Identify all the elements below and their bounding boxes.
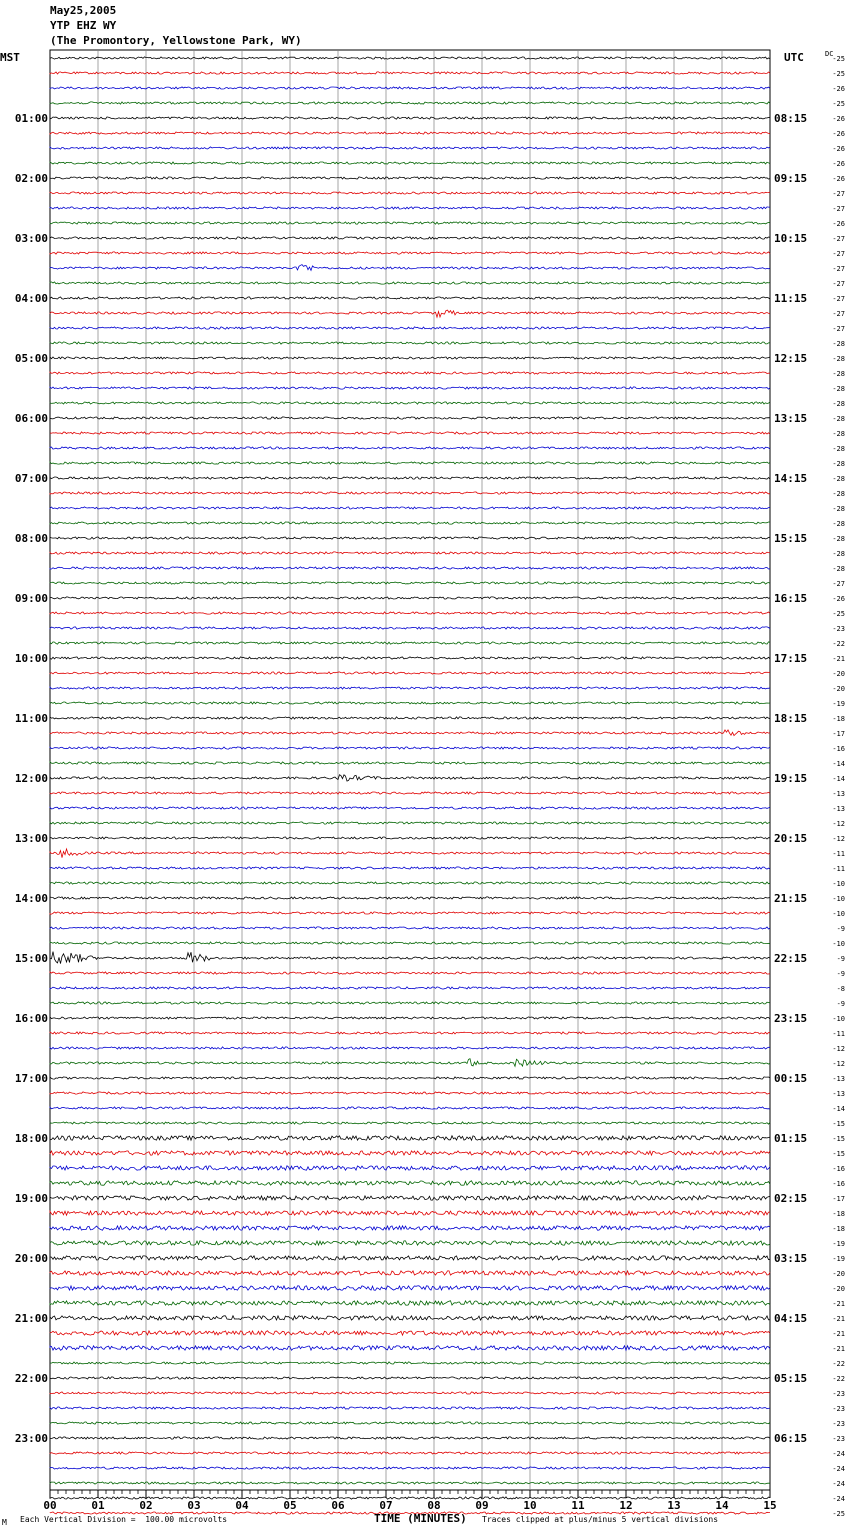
seismic-trace — [50, 775, 770, 781]
seismic-trace — [50, 57, 770, 59]
dc-offset-label: -17 — [832, 730, 845, 738]
seismic-trace — [50, 822, 770, 824]
left-axis-label: MST — [0, 51, 20, 64]
seismic-trace — [50, 1122, 770, 1124]
right-hour-label: 05:15 — [774, 1372, 808, 1385]
dc-offset-label: -15 — [832, 1135, 845, 1143]
right-hour-label: 04:15 — [774, 1312, 808, 1325]
seismic-trace — [50, 897, 770, 899]
dc-offset-label: -16 — [832, 1165, 845, 1173]
seismic-trace — [50, 72, 770, 74]
dc-offset-label: -27 — [832, 205, 845, 213]
seismic-trace — [50, 147, 770, 149]
dc-offset-label: -11 — [832, 865, 845, 873]
dc-offset-label: -27 — [832, 235, 845, 243]
dc-offset-label: -23 — [832, 1405, 845, 1413]
dc-offset-label: -19 — [832, 1255, 845, 1263]
dc-offset-label: -24 — [832, 1465, 845, 1473]
station-location: (The Promontory, Yellowstone Park, WY) — [50, 34, 302, 47]
station-code: YTP EHZ WY — [50, 19, 117, 32]
seismic-trace — [50, 807, 770, 809]
seismic-trace — [50, 730, 770, 736]
seismic-trace — [50, 1467, 770, 1469]
dc-offset-label: -28 — [832, 385, 845, 393]
seismic-trace — [50, 1181, 770, 1185]
seismic-trace — [50, 1107, 770, 1109]
dc-offset-label: -26 — [832, 115, 845, 123]
seismic-trace — [50, 747, 770, 749]
dc-offset-label: -28 — [832, 340, 845, 348]
dc-offset-label: -23 — [832, 1420, 845, 1428]
x-tick-label: 09 — [475, 1499, 489, 1512]
seismic-trace — [50, 567, 770, 569]
seismic-trace — [50, 582, 770, 584]
seismic-trace — [50, 387, 770, 389]
dc-offset-label: -18 — [832, 715, 845, 723]
seismic-trace — [50, 1077, 770, 1079]
right-hour-label: 02:15 — [774, 1192, 808, 1205]
seismic-trace — [50, 1392, 770, 1394]
dc-offset-label: -28 — [832, 460, 845, 468]
dc-offset-label: -28 — [832, 520, 845, 528]
left-hour-label: 19:00 — [14, 1192, 48, 1205]
dc-offset-label: -25 — [832, 55, 845, 63]
seismic-trace — [50, 117, 770, 119]
dc-offset-label: -27 — [832, 325, 845, 333]
seismic-trace — [50, 1002, 770, 1004]
seismic-trace — [50, 687, 770, 689]
seismic-trace — [50, 252, 770, 254]
right-hour-label: 16:15 — [774, 592, 808, 605]
dc-offset-label: -21 — [832, 1345, 845, 1353]
dc-offset-label: -10 — [832, 895, 845, 903]
seismic-trace — [50, 1241, 770, 1245]
seismic-trace — [50, 357, 770, 359]
seismic-trace — [50, 282, 770, 284]
dc-offset-label: -28 — [832, 445, 845, 453]
seismic-trace — [50, 1407, 770, 1409]
seismic-trace — [50, 310, 770, 317]
left-hour-label: 15:00 — [14, 952, 48, 965]
seismic-trace — [50, 987, 770, 989]
left-hour-label: 09:00 — [14, 592, 48, 605]
seismic-trace — [50, 462, 770, 464]
right-hour-label: 00:15 — [774, 1072, 808, 1085]
seismic-trace — [50, 1166, 770, 1170]
x-tick-label: 06 — [331, 1499, 345, 1512]
seismic-trace — [50, 1032, 770, 1034]
seismic-trace — [50, 1092, 770, 1094]
x-tick-label: 02 — [139, 1499, 153, 1512]
dc-offset-label: -28 — [832, 415, 845, 423]
dc-offset-label: -19 — [832, 700, 845, 708]
dc-offset-label: -28 — [832, 550, 845, 558]
x-tick-label: 15 — [763, 1499, 777, 1512]
seismic-trace — [50, 717, 770, 719]
seismic-trace — [50, 192, 770, 194]
seismic-trace — [50, 702, 770, 704]
clip-note: Traces clipped at plus/minus 5 vertical divisions — [482, 1515, 719, 1524]
x-tick-label: 13 — [667, 1499, 681, 1512]
right-hour-label: 10:15 — [774, 232, 808, 245]
dc-offset-label: -12 — [832, 1060, 845, 1068]
dc-offset-label: -13 — [832, 1090, 845, 1098]
dc-offset-label: -11 — [832, 1030, 845, 1038]
seismic-trace — [50, 1286, 770, 1290]
dc-offset-label: -23 — [832, 1435, 845, 1443]
seismic-trace — [50, 612, 770, 614]
dc-offset-label: -24 — [832, 1480, 845, 1488]
dc-offset-label: -22 — [832, 640, 845, 648]
right-hour-label: 03:15 — [774, 1252, 808, 1265]
left-hour-label: 14:00 — [14, 892, 48, 905]
seismic-trace — [50, 952, 770, 964]
dc-offset-label: -28 — [832, 475, 845, 483]
seismic-trace — [50, 1346, 770, 1350]
seismic-trace — [50, 177, 770, 179]
dc-offset-label: -11 — [832, 850, 845, 858]
left-hour-label: 10:00 — [14, 652, 48, 665]
right-hour-label: 21:15 — [774, 892, 808, 905]
dc-offset-label: -18 — [832, 1225, 845, 1233]
dc-offset-label: -28 — [832, 565, 845, 573]
dc-offset-label: -22 — [832, 1375, 845, 1383]
right-hour-label: 01:15 — [774, 1132, 808, 1145]
seismic-trace — [50, 297, 770, 299]
dc-offset-label: -24 — [832, 1450, 845, 1458]
seismic-trace — [50, 1316, 770, 1320]
dc-offset-label: -12 — [832, 820, 845, 828]
seismic-trace — [50, 507, 770, 509]
dc-offset-label: -9 — [836, 1000, 845, 1008]
left-hour-label: 06:00 — [14, 412, 48, 425]
seismic-trace — [50, 207, 770, 209]
seismic-trace — [50, 417, 770, 419]
dc-offset-label: -28 — [832, 355, 845, 363]
dc-offset-label: -20 — [832, 685, 845, 693]
dc-offset-label: -22 — [832, 1360, 845, 1368]
left-hour-label: 17:00 — [14, 1072, 48, 1085]
x-tick-label: 00 — [43, 1499, 57, 1512]
seismic-trace — [50, 1497, 770, 1499]
dc-offset-label: -18 — [832, 1210, 845, 1218]
dc-offset-label: -26 — [832, 130, 845, 138]
left-hour-label: 11:00 — [14, 712, 48, 725]
dc-offset-label: -28 — [832, 370, 845, 378]
left-hour-label: 18:00 — [14, 1132, 48, 1145]
seismic-trace — [50, 1331, 770, 1335]
dc-offset-label: -14 — [832, 1105, 845, 1113]
dc-offset-label: -27 — [832, 250, 845, 258]
seismic-trace — [50, 477, 770, 479]
dc-offset-label: -26 — [832, 220, 845, 228]
right-hour-label: 13:15 — [774, 412, 808, 425]
seismic-trace — [50, 372, 770, 374]
right-axis-label: UTC — [784, 51, 804, 64]
dc-offset-label: -16 — [832, 745, 845, 753]
seismic-trace — [50, 432, 770, 434]
right-hour-label: 19:15 — [774, 772, 808, 785]
left-hour-label: 21:00 — [14, 1312, 48, 1325]
dc-offset-label: -14 — [832, 760, 845, 768]
dc-offset-label: -28 — [832, 400, 845, 408]
seismic-trace — [50, 237, 770, 239]
seismic-trace — [50, 1151, 770, 1155]
dc-offset-label: -19 — [832, 1240, 845, 1248]
dc-offset-label: -13 — [832, 1075, 845, 1083]
seismic-trace — [50, 1136, 770, 1140]
dc-offset-label: -28 — [832, 430, 845, 438]
left-hour-label: 05:00 — [14, 352, 48, 365]
seismic-trace — [50, 642, 770, 644]
left-hour-label: 20:00 — [14, 1252, 48, 1265]
seismic-trace — [50, 657, 770, 659]
left-hour-label: 01:00 — [14, 112, 48, 125]
seismic-trace — [50, 942, 770, 944]
seismic-trace — [50, 132, 770, 134]
seismic-trace — [50, 1271, 770, 1275]
dc-offset-label: -25 — [832, 70, 845, 78]
seismic-trace — [50, 867, 770, 869]
dc-offset-label: -28 — [832, 490, 845, 498]
x-tick-label: 05 — [283, 1499, 297, 1512]
seismic-trace — [50, 627, 770, 629]
x-axis-title: TIME (MINUTES) — [374, 1512, 467, 1525]
seismic-trace — [50, 87, 770, 89]
dc-offset-label: -20 — [832, 670, 845, 678]
dc-offset-label: -10 — [832, 910, 845, 918]
seismic-trace — [50, 447, 770, 449]
dc-offset-label: -24 — [832, 1495, 845, 1503]
seismic-trace — [50, 102, 770, 104]
x-tick-label: 11 — [571, 1499, 585, 1512]
dc-offset-label: -27 — [832, 580, 845, 588]
dc-offset-label: -27 — [832, 310, 845, 318]
seismic-trace — [50, 402, 770, 404]
dc-offset-label: -23 — [832, 625, 845, 633]
right-hour-label: 20:15 — [774, 832, 808, 845]
dc-offset-label: -10 — [832, 1015, 845, 1023]
dc-offset-label: -13 — [832, 805, 845, 813]
right-hour-label: 12:15 — [774, 352, 808, 365]
dc-offset-label: -17 — [832, 1195, 845, 1203]
seismic-trace — [50, 672, 770, 674]
left-hour-label: 02:00 — [14, 172, 48, 185]
dc-offset-label: -21 — [832, 1315, 845, 1323]
seismic-trace — [50, 1377, 770, 1379]
dc-offset-label: -13 — [832, 790, 845, 798]
dc-offset-label: -26 — [832, 160, 845, 168]
dc-offset-label: -9 — [836, 925, 845, 933]
right-hour-label: 22:15 — [774, 952, 808, 965]
left-hour-label: 23:00 — [14, 1432, 48, 1445]
left-hour-label: 16:00 — [14, 1012, 48, 1025]
left-hour-label: 13:00 — [14, 832, 48, 845]
seismic-trace — [50, 1226, 770, 1230]
dc-offset-label: -21 — [832, 655, 845, 663]
seismic-trace — [50, 1017, 770, 1019]
dc-offset-label: -10 — [832, 940, 845, 948]
dc-offset-label: -12 — [832, 1045, 845, 1053]
seismic-trace — [50, 849, 770, 858]
right-hour-label: 23:15 — [774, 1012, 808, 1025]
dc-offset-label: -26 — [832, 145, 845, 153]
right-hour-label: 11:15 — [774, 292, 808, 305]
seismic-trace — [50, 492, 770, 494]
dc-offset-label: -26 — [832, 595, 845, 603]
x-tick-label: 08 — [427, 1499, 441, 1512]
x-tick-label: 14 — [715, 1499, 729, 1512]
seismic-trace — [50, 327, 770, 329]
dc-offset-label: -20 — [832, 1270, 845, 1278]
seismic-trace — [50, 1059, 770, 1067]
seismic-trace — [50, 1211, 770, 1215]
seismic-trace — [50, 762, 770, 764]
plot-date: May25,2005 — [50, 4, 117, 17]
left-hour-label: 07:00 — [14, 472, 48, 485]
dc-offset-label: -8 — [836, 985, 845, 993]
dc-offset-label: -20 — [832, 1285, 845, 1293]
corner-mark: M — [2, 1518, 7, 1527]
left-hour-label: 08:00 — [14, 532, 48, 545]
dc-offset-label: -27 — [832, 295, 845, 303]
dc-offset-label: -15 — [832, 1150, 845, 1158]
seismic-trace — [50, 552, 770, 554]
seismic-trace — [50, 342, 770, 344]
seismic-trace — [50, 927, 770, 929]
seismic-trace — [50, 1362, 770, 1364]
seismic-trace — [50, 597, 770, 599]
left-hour-label: 12:00 — [14, 772, 48, 785]
right-hour-label: 08:15 — [774, 112, 808, 125]
seismic-trace — [50, 265, 770, 271]
dc-offset-label: -9 — [836, 970, 845, 978]
dc-offset-label: -28 — [832, 535, 845, 543]
dc-offset-label: -21 — [832, 1300, 845, 1308]
dc-offset-label: -16 — [832, 1180, 845, 1188]
seismic-trace — [50, 1047, 770, 1049]
seismic-trace — [50, 1437, 770, 1439]
seismic-trace — [50, 1301, 770, 1305]
scale-note: Each Vertical Division = 100.00 microvolts — [20, 1515, 228, 1524]
dc-label: DC — [825, 50, 834, 58]
x-tick-label: 03 — [187, 1499, 201, 1512]
dc-offset-label: -25 — [832, 610, 845, 618]
seismic-trace — [50, 1452, 770, 1454]
dc-offset-label: -10 — [832, 880, 845, 888]
dc-offset-label: -26 — [832, 85, 845, 93]
seismic-trace — [50, 1422, 770, 1424]
left-hour-label: 22:00 — [14, 1372, 48, 1385]
x-tick-label: 10 — [523, 1499, 537, 1512]
seismic-trace — [50, 522, 770, 524]
right-hour-label: 18:15 — [774, 712, 808, 725]
dc-offset-label: -26 — [832, 175, 845, 183]
seismic-trace — [50, 1256, 770, 1260]
dc-offset-label: -21 — [832, 1330, 845, 1338]
seismic-trace — [50, 972, 770, 974]
right-hour-label: 14:15 — [774, 472, 808, 485]
seismic-trace — [50, 1482, 770, 1484]
dc-offset-label: -25 — [832, 100, 845, 108]
dc-offset-label: -15 — [832, 1120, 845, 1128]
left-hour-label: 03:00 — [14, 232, 48, 245]
x-tick-label: 04 — [235, 1499, 249, 1512]
dc-offset-label: -25 — [832, 1510, 845, 1518]
plot-frame — [50, 50, 770, 1490]
right-hour-label: 06:15 — [774, 1432, 808, 1445]
right-hour-label: 09:15 — [774, 172, 808, 185]
dc-offset-label: -27 — [832, 280, 845, 288]
x-tick-label: 07 — [379, 1499, 393, 1512]
seismic-trace — [50, 1196, 770, 1200]
x-tick-label: 12 — [619, 1499, 633, 1512]
right-hour-label: 17:15 — [774, 652, 808, 665]
right-hour-label: 15:15 — [774, 532, 808, 545]
x-tick-label: 01 — [91, 1499, 105, 1512]
seismic-trace — [50, 162, 770, 164]
dc-offset-label: -27 — [832, 190, 845, 198]
seismic-trace — [50, 837, 770, 839]
seismic-trace — [50, 792, 770, 794]
dc-offset-label: -27 — [832, 265, 845, 273]
dc-offset-label: -28 — [832, 505, 845, 513]
left-hour-label: 04:00 — [14, 292, 48, 305]
seismic-trace — [50, 537, 770, 539]
dc-offset-label: -9 — [836, 955, 845, 963]
seismic-trace — [50, 912, 770, 914]
dc-offset-label: -23 — [832, 1390, 845, 1398]
dc-offset-label: -14 — [832, 775, 845, 783]
seismic-trace — [50, 882, 770, 884]
dc-offset-label: -12 — [832, 835, 845, 843]
seismic-trace — [50, 222, 770, 224]
